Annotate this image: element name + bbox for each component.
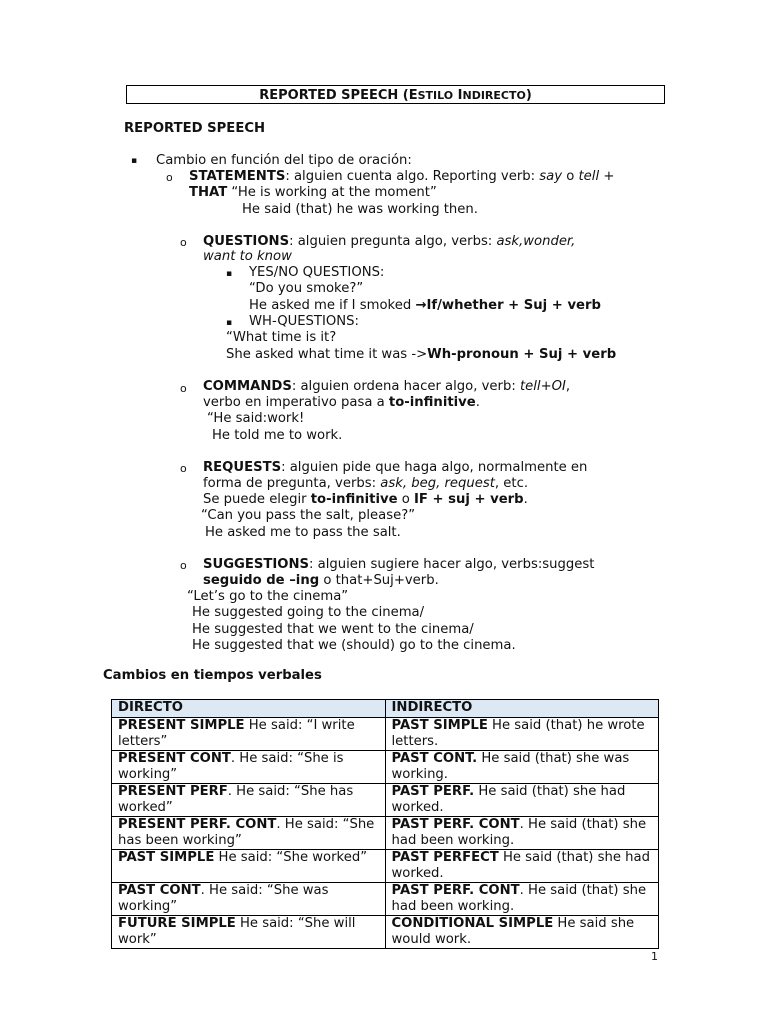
section-heading-tense-changes: Cambios en tiempos verbales xyxy=(103,668,322,683)
requests-dot: . xyxy=(523,492,528,507)
questions-line xyxy=(203,234,575,250)
statements-that: THAT xyxy=(189,185,228,200)
suggestions-line xyxy=(203,557,594,573)
title-sc-e: E xyxy=(408,88,418,103)
requests-label: REQUESTS xyxy=(203,460,282,475)
square-bullet-icon: ▪ xyxy=(226,318,233,328)
title-close: ) xyxy=(525,88,532,103)
circle-bullet-icon: o xyxy=(166,171,173,184)
tense-example: He said she would work. xyxy=(391,916,635,947)
table-cell-indirect xyxy=(385,916,659,949)
table-row xyxy=(112,751,659,784)
suggestions-rule: seguido de –ing xyxy=(203,573,320,588)
wh-reported xyxy=(226,347,616,363)
table-cell-indirect xyxy=(385,850,659,883)
table-cell-direct xyxy=(112,784,386,817)
tense-name: PRESENT PERF. CONT xyxy=(118,817,277,832)
table-cell-direct xyxy=(112,751,386,784)
title-sc-ndirecto: NDIRECTO xyxy=(462,89,526,102)
column-header-indirecto: INDIRECTO xyxy=(385,700,659,718)
suggestions-text-2: o that+Suj+verb. xyxy=(319,573,439,588)
requests-rule-1: to-infinitive xyxy=(310,492,398,507)
questions-verbs-cont: want to know xyxy=(203,249,292,264)
questions-text: : alguien pregunta algo, verbs: xyxy=(289,234,497,249)
suggestions-reported-3: He suggested that we (should) go to the cinema. xyxy=(192,638,516,653)
tense-changes-table xyxy=(111,699,659,949)
tense-name: PAST SIMPLE xyxy=(118,850,215,865)
commands-text-2: verbo en imperativo pasa a xyxy=(203,395,389,410)
statements-example-reported: He said (that) he was working then. xyxy=(242,202,478,217)
circle-bullet-icon: o xyxy=(180,462,187,475)
suggestions-direct: “Let’s go to the cinema” xyxy=(187,589,349,604)
commands-direct: “He said:work! xyxy=(207,411,305,426)
requests-text-3: Se puede elegir xyxy=(203,492,311,507)
tense-name: PRESENT CONT xyxy=(118,751,231,766)
tense-name: PAST PERF. CONT xyxy=(391,817,520,832)
tense-name: PRESENT PERF xyxy=(118,784,228,799)
statements-plus: + xyxy=(599,169,615,184)
tense-example: He said (that) she had worked. xyxy=(391,850,650,881)
tense-example: He said: “She worked” xyxy=(214,850,368,865)
table-row xyxy=(112,883,659,916)
tense-example: He said (that) she had worked. xyxy=(391,784,626,815)
suggestions-line-2 xyxy=(203,573,439,589)
page-number: 1 xyxy=(651,950,658,963)
commands-verb: tell+OI xyxy=(519,379,566,394)
arrow-right-icon: → xyxy=(415,298,427,313)
requests-etc: , etc. xyxy=(494,476,529,491)
requests-line xyxy=(203,460,587,476)
table-cell-direct xyxy=(112,883,386,916)
tense-name: CONDITIONAL SIMPLE xyxy=(391,916,554,931)
commands-reported: He told me to work. xyxy=(212,428,343,443)
suggestions-reported-1: He suggested going to the cinema/ xyxy=(192,605,425,620)
intro-text: Cambio en función del tipo de oración: xyxy=(156,153,412,168)
title-sc-stilo: STILO xyxy=(417,89,454,102)
suggestions-reported-2: He suggested that we went to the cinema/ xyxy=(192,622,474,637)
title-text: REPORTED SPEECH ( xyxy=(259,88,409,103)
tense-example: . He said (that) she had been working. xyxy=(391,817,647,848)
wh-label: WH-QUESTIONS: xyxy=(249,314,359,329)
wh-reported-text: She asked what time it was -> xyxy=(226,347,428,362)
yesno-reported xyxy=(249,298,601,314)
requests-text: : alguien pide que haga algo, normalmente en xyxy=(281,460,588,475)
tense-name: PAST CONT xyxy=(118,883,201,898)
table-row xyxy=(112,784,659,817)
commands-comma: , xyxy=(565,379,571,394)
circle-bullet-icon: o xyxy=(180,236,187,249)
tense-name: FUTURE SIMPLE xyxy=(118,916,236,931)
requests-o: o xyxy=(397,492,414,507)
suggestions-text: : alguien sugiere hacer algo, verbs:suggest xyxy=(309,557,595,572)
tense-example: . He said: “She is working” xyxy=(118,751,344,782)
circle-bullet-icon: o xyxy=(180,559,187,572)
table-cell-direct xyxy=(112,850,386,883)
commands-label: COMMANDS xyxy=(203,379,292,394)
wh-rule: Wh-pronoun + Suj + verb xyxy=(427,347,617,362)
tense-example: He said: “She will work” xyxy=(118,916,356,947)
tense-example: . He said: “She has worked” xyxy=(118,784,354,815)
requests-direct: “Can you pass the salt, please?” xyxy=(201,508,416,523)
tense-name: PAST CONT. xyxy=(391,751,478,766)
section-heading-reported-speech: REPORTED SPEECH xyxy=(124,121,266,136)
requests-text-2: forma de pregunta, verbs: xyxy=(203,476,381,491)
table-row xyxy=(112,817,659,850)
requests-line-3 xyxy=(203,492,528,508)
tense-example: . He said: “She was working” xyxy=(118,883,329,914)
yesno-direct: “Do you smoke?” xyxy=(249,281,364,296)
commands-rule: to-infinitive xyxy=(388,395,476,410)
table-cell-direct xyxy=(112,817,386,850)
requests-line-2 xyxy=(203,476,528,492)
suggestions-label: SUGGESTIONS xyxy=(203,557,310,572)
statements-line xyxy=(189,169,614,185)
requests-verbs: ask, beg, request xyxy=(380,476,495,491)
commands-line xyxy=(203,379,570,395)
square-bullet-icon: ▪ xyxy=(226,269,233,279)
tense-name: PAST PERF. xyxy=(391,784,475,799)
square-bullet-icon: ▪ xyxy=(131,156,138,166)
tense-name: PRESENT SIMPLE xyxy=(118,718,245,733)
statements-direct-text: “He is working at the moment” xyxy=(227,185,437,200)
tense-example: He said (that) she was working. xyxy=(391,751,630,782)
table-cell-direct xyxy=(112,916,386,949)
tense-example: He said (that) he wrote letters. xyxy=(391,718,645,749)
table-cell-direct xyxy=(112,718,386,751)
yesno-reported-text: He asked me if I smoked xyxy=(249,298,416,313)
statements-say: say xyxy=(539,169,563,184)
column-header-directo: DIRECTO xyxy=(112,700,386,718)
questions-verbs: ask,wonder, xyxy=(496,234,576,249)
tense-example: . He said: “She has been working” xyxy=(118,817,375,848)
statements-o: o xyxy=(562,169,579,184)
commands-dot: . xyxy=(475,395,480,410)
yesno-label: YES/NO QUESTIONS: xyxy=(249,265,385,280)
table-cell-indirect xyxy=(385,751,659,784)
statements-text: : alguien cuenta algo. Reporting verb: xyxy=(285,169,540,184)
yesno-rule: If/whether + Suj + verb xyxy=(426,298,601,313)
table-row xyxy=(112,916,659,949)
table-row xyxy=(112,850,659,883)
commands-text: : alguien ordena hacer algo, verb: xyxy=(291,379,520,394)
tense-name: PAST PERF. CONT xyxy=(391,883,520,898)
table-row xyxy=(112,718,659,751)
tense-name: PAST PERFECT xyxy=(391,850,499,865)
table-cell-indirect xyxy=(385,784,659,817)
tense-example: . He said (that) she had been working. xyxy=(391,883,647,914)
requests-reported: He asked me to pass the salt. xyxy=(205,525,401,540)
statements-label: STATEMENTS xyxy=(189,169,286,184)
tense-example: He said: “I write letters” xyxy=(118,718,355,749)
table-header-row xyxy=(112,700,659,718)
circle-bullet-icon: o xyxy=(180,382,187,395)
statements-example-direct xyxy=(189,185,437,201)
table-cell-indirect xyxy=(385,817,659,850)
table-cell-indirect xyxy=(385,718,659,751)
tense-name: PAST SIMPLE xyxy=(391,718,488,733)
commands-line-2 xyxy=(203,395,480,411)
statements-tell: tell xyxy=(578,169,600,184)
title-sc-i: I xyxy=(457,88,463,103)
table-cell-indirect xyxy=(385,883,659,916)
wh-direct: “What time is it? xyxy=(226,330,337,345)
page-title xyxy=(126,85,665,104)
requests-rule-2: IF + suj + verb xyxy=(414,492,524,507)
questions-label: QUESTIONS xyxy=(203,234,290,249)
